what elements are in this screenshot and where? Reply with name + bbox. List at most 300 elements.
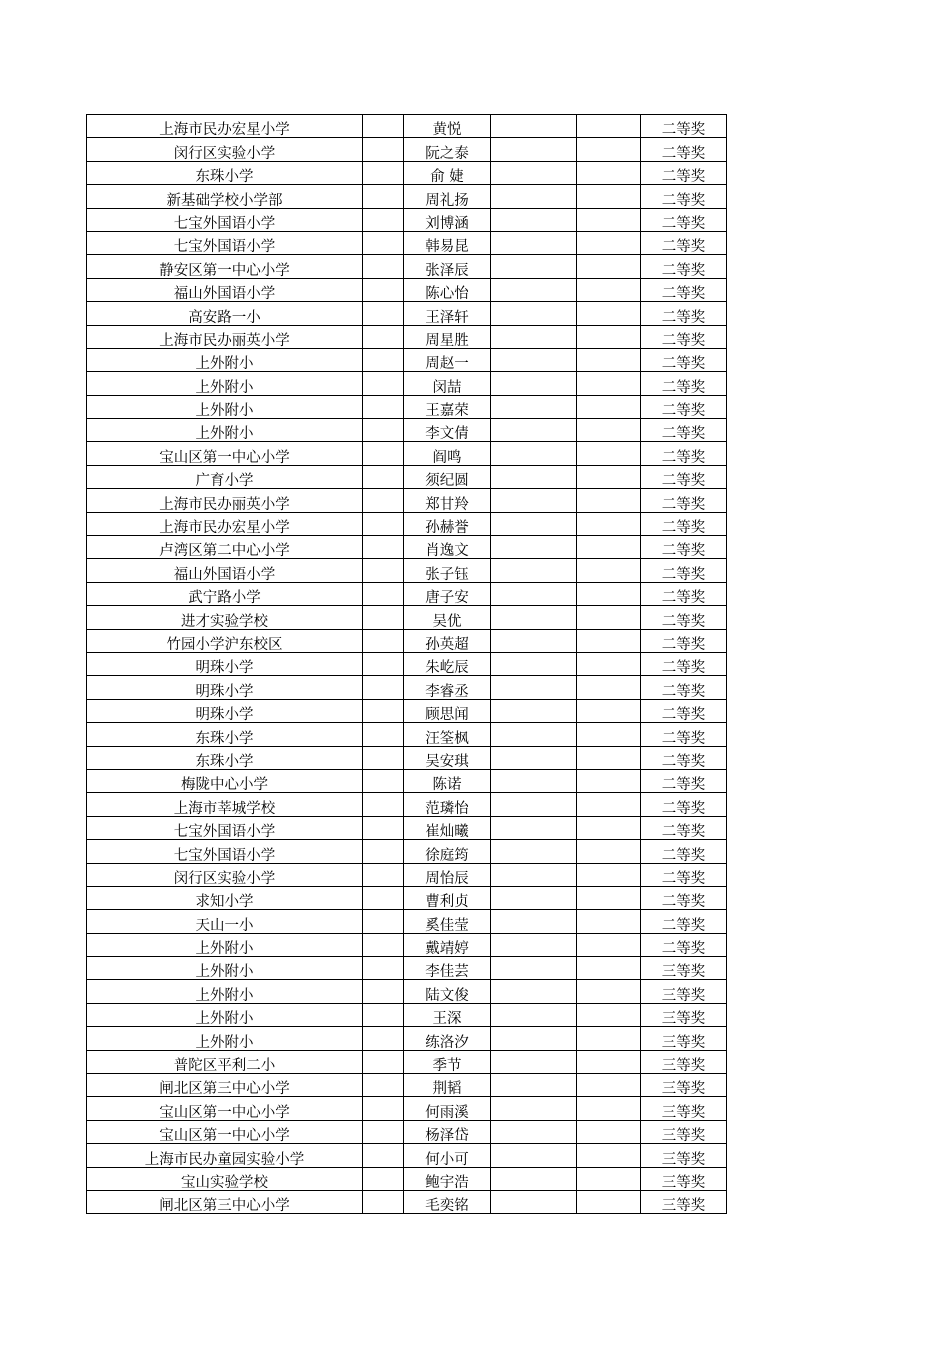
empty-cell	[491, 699, 577, 722]
student-name-cell: 汪筌枫	[404, 723, 491, 746]
empty-cell	[491, 793, 577, 816]
empty-cell	[577, 910, 641, 933]
empty-cell	[577, 138, 641, 161]
student-name-cell: 须纪圆	[404, 465, 491, 488]
award-level-cell: 三等奖	[641, 957, 727, 980]
student-name-cell: 周星胜	[404, 325, 491, 348]
empty-cell	[363, 115, 404, 138]
table-row	[87, 1190, 727, 1213]
student-name-cell: 吴安琪	[404, 746, 491, 769]
award-level-cell: 二等奖	[641, 746, 727, 769]
empty-cell	[577, 1097, 641, 1120]
award-level-cell: 二等奖	[641, 255, 727, 278]
empty-cell	[363, 325, 404, 348]
school-cell: 闸北区第三中心小学	[87, 1190, 363, 1213]
empty-cell	[491, 512, 577, 535]
empty-cell	[363, 957, 404, 980]
empty-cell	[577, 372, 641, 395]
award-level-cell: 二等奖	[641, 652, 727, 675]
award-level-cell: 三等奖	[641, 1097, 727, 1120]
table-row	[87, 746, 727, 769]
student-name-cell: 陈诺	[404, 769, 491, 792]
award-level-cell: 二等奖	[641, 231, 727, 254]
empty-cell	[577, 208, 641, 231]
school-cell: 上海市民办童园实验小学	[87, 1144, 363, 1167]
empty-cell	[363, 278, 404, 301]
empty-cell	[363, 886, 404, 909]
table-row	[87, 372, 727, 395]
school-cell: 上海市莘城学校	[87, 793, 363, 816]
school-cell: 上外附小	[87, 1027, 363, 1050]
empty-cell	[577, 489, 641, 512]
award-level-cell: 二等奖	[641, 138, 727, 161]
award-level-cell: 二等奖	[641, 816, 727, 839]
empty-cell	[577, 1120, 641, 1143]
school-cell: 七宝外国语小学	[87, 816, 363, 839]
empty-cell	[363, 419, 404, 442]
empty-cell	[577, 278, 641, 301]
school-cell: 上海市民办丽英小学	[87, 489, 363, 512]
school-cell: 宝山区第一中心小学	[87, 1097, 363, 1120]
empty-cell	[363, 1144, 404, 1167]
empty-cell	[491, 372, 577, 395]
school-cell: 新基础学校小学部	[87, 185, 363, 208]
student-name-cell: 周怡辰	[404, 863, 491, 886]
award-list-table	[86, 114, 727, 1214]
school-cell: 武宁路小学	[87, 582, 363, 605]
student-name-cell: 阎鸣	[404, 442, 491, 465]
school-cell: 进才实验学校	[87, 606, 363, 629]
school-cell: 东珠小学	[87, 723, 363, 746]
empty-cell	[577, 723, 641, 746]
empty-cell	[577, 769, 641, 792]
school-cell: 上海市民办宏星小学	[87, 115, 363, 138]
table-row	[87, 1050, 727, 1073]
table-row	[87, 489, 727, 512]
student-name-cell: 肖逸文	[404, 536, 491, 559]
empty-cell	[491, 723, 577, 746]
empty-cell	[363, 980, 404, 1003]
empty-cell	[491, 442, 577, 465]
empty-cell	[491, 1190, 577, 1213]
student-name-cell: 陆文俊	[404, 980, 491, 1003]
award-level-cell: 二等奖	[641, 325, 727, 348]
student-name-cell: 张子钰	[404, 559, 491, 582]
empty-cell	[577, 559, 641, 582]
school-cell: 东珠小学	[87, 746, 363, 769]
award-level-cell: 二等奖	[641, 699, 727, 722]
award-level-cell: 二等奖	[641, 348, 727, 371]
school-cell: 七宝外国语小学	[87, 840, 363, 863]
empty-cell	[577, 419, 641, 442]
empty-cell	[491, 115, 577, 138]
empty-cell	[363, 559, 404, 582]
award-level-cell: 三等奖	[641, 1027, 727, 1050]
student-name-cell: 黄悦	[404, 115, 491, 138]
school-cell: 闵行区实验小学	[87, 138, 363, 161]
award-level-cell: 二等奖	[641, 395, 727, 418]
award-level-cell: 二等奖	[641, 442, 727, 465]
empty-cell	[577, 793, 641, 816]
empty-cell	[363, 372, 404, 395]
empty-cell	[491, 465, 577, 488]
award-level-cell: 二等奖	[641, 582, 727, 605]
empty-cell	[577, 536, 641, 559]
empty-cell	[363, 1190, 404, 1213]
award-level-cell: 二等奖	[641, 419, 727, 442]
table-row	[87, 115, 727, 138]
table-row	[87, 536, 727, 559]
table-row	[87, 886, 727, 909]
empty-cell	[491, 325, 577, 348]
empty-cell	[363, 863, 404, 886]
empty-cell	[491, 185, 577, 208]
table-row	[87, 769, 727, 792]
empty-cell	[363, 606, 404, 629]
award-level-cell: 三等奖	[641, 1120, 727, 1143]
table-row	[87, 1003, 727, 1026]
table-row	[87, 863, 727, 886]
award-level-cell: 二等奖	[641, 465, 727, 488]
empty-cell	[577, 115, 641, 138]
student-name-cell: 李睿丞	[404, 676, 491, 699]
award-level-cell: 二等奖	[641, 536, 727, 559]
student-name-cell: 季节	[404, 1050, 491, 1073]
empty-cell	[577, 1074, 641, 1097]
empty-cell	[363, 1167, 404, 1190]
empty-cell	[491, 302, 577, 325]
student-name-cell: 鲍宇浩	[404, 1167, 491, 1190]
table-row	[87, 559, 727, 582]
empty-cell	[363, 1120, 404, 1143]
empty-cell	[491, 769, 577, 792]
empty-cell	[491, 1074, 577, 1097]
table-row	[87, 138, 727, 161]
table-row	[87, 185, 727, 208]
empty-cell	[491, 395, 577, 418]
student-name-cell: 戴靖婷	[404, 933, 491, 956]
school-cell: 高安路一小	[87, 302, 363, 325]
table-row	[87, 629, 727, 652]
school-cell: 七宝外国语小学	[87, 231, 363, 254]
empty-cell	[363, 723, 404, 746]
table-row	[87, 840, 727, 863]
student-name-cell: 闵喆	[404, 372, 491, 395]
empty-cell	[577, 1050, 641, 1073]
empty-cell	[363, 185, 404, 208]
school-cell: 宝山区第一中心小学	[87, 442, 363, 465]
school-cell: 卢湾区第二中心小学	[87, 536, 363, 559]
empty-cell	[491, 816, 577, 839]
table-row	[87, 1074, 727, 1097]
empty-cell	[577, 1144, 641, 1167]
empty-cell	[491, 980, 577, 1003]
award-level-cell: 二等奖	[641, 886, 727, 909]
student-name-cell: 周礼扬	[404, 185, 491, 208]
table-row	[87, 161, 727, 184]
empty-cell	[491, 1050, 577, 1073]
student-name-cell: 奚佳莹	[404, 910, 491, 933]
school-cell: 宝山区第一中心小学	[87, 1120, 363, 1143]
empty-cell	[363, 746, 404, 769]
empty-cell	[491, 933, 577, 956]
school-cell: 静安区第一中心小学	[87, 255, 363, 278]
empty-cell	[491, 231, 577, 254]
empty-cell	[577, 606, 641, 629]
empty-cell	[363, 652, 404, 675]
empty-cell	[577, 1190, 641, 1213]
table-row	[87, 1167, 727, 1190]
award-level-cell: 二等奖	[641, 489, 727, 512]
school-cell: 明珠小学	[87, 699, 363, 722]
table-row	[87, 231, 727, 254]
empty-cell	[577, 231, 641, 254]
student-name-cell: 王嘉荣	[404, 395, 491, 418]
empty-cell	[577, 255, 641, 278]
student-name-cell: 唐子安	[404, 582, 491, 605]
table-row	[87, 302, 727, 325]
empty-cell	[577, 980, 641, 1003]
student-name-cell: 毛奕铭	[404, 1190, 491, 1213]
award-level-cell: 二等奖	[641, 910, 727, 933]
empty-cell	[363, 699, 404, 722]
student-name-cell: 徐庭筠	[404, 840, 491, 863]
empty-cell	[491, 489, 577, 512]
empty-cell	[577, 395, 641, 418]
school-cell: 梅陇中心小学	[87, 769, 363, 792]
award-rows	[87, 115, 727, 1214]
school-cell: 上外附小	[87, 957, 363, 980]
award-level-cell: 二等奖	[641, 840, 727, 863]
empty-cell	[491, 255, 577, 278]
empty-cell	[491, 208, 577, 231]
student-name-cell: 孙英超	[404, 629, 491, 652]
award-level-cell: 二等奖	[641, 115, 727, 138]
award-level-cell: 二等奖	[641, 629, 727, 652]
empty-cell	[577, 629, 641, 652]
school-cell: 普陀区平利二小	[87, 1050, 363, 1073]
table-row	[87, 816, 727, 839]
empty-cell	[577, 302, 641, 325]
table-row	[87, 606, 727, 629]
table-row	[87, 793, 727, 816]
student-name-cell: 顾思闻	[404, 699, 491, 722]
empty-cell	[491, 863, 577, 886]
student-name-cell: 杨泽岱	[404, 1120, 491, 1143]
empty-cell	[363, 231, 404, 254]
school-cell: 竹园小学沪东校区	[87, 629, 363, 652]
school-cell: 东珠小学	[87, 161, 363, 184]
empty-cell	[577, 886, 641, 909]
student-name-cell: 练洛汐	[404, 1027, 491, 1050]
award-level-cell: 三等奖	[641, 1074, 727, 1097]
empty-cell	[491, 606, 577, 629]
empty-cell	[363, 395, 404, 418]
student-name-cell: 曹利贞	[404, 886, 491, 909]
empty-cell	[577, 699, 641, 722]
empty-cell	[363, 1074, 404, 1097]
empty-cell	[577, 863, 641, 886]
empty-cell	[577, 348, 641, 371]
empty-cell	[491, 419, 577, 442]
empty-cell	[577, 185, 641, 208]
table-row	[87, 1120, 727, 1143]
empty-cell	[491, 1144, 577, 1167]
school-cell: 求知小学	[87, 886, 363, 909]
student-name-cell: 范璘怡	[404, 793, 491, 816]
table-row	[87, 699, 727, 722]
empty-cell	[363, 161, 404, 184]
table-row	[87, 652, 727, 675]
table-row	[87, 465, 727, 488]
award-level-cell: 二等奖	[641, 863, 727, 886]
student-name-cell: 何小可	[404, 1144, 491, 1167]
school-cell: 上外附小	[87, 395, 363, 418]
school-cell: 闵行区实验小学	[87, 863, 363, 886]
award-level-cell: 二等奖	[641, 161, 727, 184]
empty-cell	[491, 1003, 577, 1026]
student-name-cell: 周赵一	[404, 348, 491, 371]
empty-cell	[363, 442, 404, 465]
table-row	[87, 676, 727, 699]
table-row	[87, 1027, 727, 1050]
empty-cell	[363, 1003, 404, 1026]
student-name-cell: 俞 婕	[404, 161, 491, 184]
empty-cell	[363, 1050, 404, 1073]
empty-cell	[363, 302, 404, 325]
empty-cell	[491, 652, 577, 675]
empty-cell	[363, 816, 404, 839]
empty-cell	[363, 1097, 404, 1120]
empty-cell	[577, 840, 641, 863]
school-cell: 福山外国语小学	[87, 278, 363, 301]
empty-cell	[363, 348, 404, 371]
school-cell: 明珠小学	[87, 652, 363, 675]
student-name-cell: 王深	[404, 1003, 491, 1026]
empty-cell	[577, 442, 641, 465]
award-level-cell: 二等奖	[641, 933, 727, 956]
empty-cell	[577, 676, 641, 699]
student-name-cell: 李文倩	[404, 419, 491, 442]
empty-cell	[491, 910, 577, 933]
empty-cell	[577, 1167, 641, 1190]
student-name-cell: 郑甘羚	[404, 489, 491, 512]
award-level-cell: 二等奖	[641, 372, 727, 395]
empty-cell	[363, 676, 404, 699]
table-row	[87, 395, 727, 418]
award-level-cell: 二等奖	[641, 793, 727, 816]
award-level-cell: 二等奖	[641, 208, 727, 231]
school-cell: 上海市民办宏星小学	[87, 512, 363, 535]
award-level-cell: 二等奖	[641, 723, 727, 746]
empty-cell	[577, 325, 641, 348]
empty-cell	[363, 489, 404, 512]
empty-cell	[363, 840, 404, 863]
school-cell: 上外附小	[87, 372, 363, 395]
empty-cell	[363, 793, 404, 816]
empty-cell	[577, 1027, 641, 1050]
award-level-cell: 三等奖	[641, 1003, 727, 1026]
student-name-cell: 崔灿曦	[404, 816, 491, 839]
empty-cell	[577, 161, 641, 184]
award-level-cell: 二等奖	[641, 559, 727, 582]
empty-cell	[363, 933, 404, 956]
empty-cell	[491, 1027, 577, 1050]
award-level-cell: 二等奖	[641, 512, 727, 535]
table-row	[87, 1097, 727, 1120]
table-row	[87, 910, 727, 933]
empty-cell	[363, 629, 404, 652]
student-name-cell: 朱屹辰	[404, 652, 491, 675]
student-name-cell: 阮之泰	[404, 138, 491, 161]
table-row	[87, 442, 727, 465]
student-name-cell: 李佳芸	[404, 957, 491, 980]
table-row	[87, 933, 727, 956]
student-name-cell: 吴优	[404, 606, 491, 629]
empty-cell	[491, 629, 577, 652]
empty-cell	[363, 512, 404, 535]
empty-cell	[491, 886, 577, 909]
table-row	[87, 1144, 727, 1167]
student-name-cell: 何雨溪	[404, 1097, 491, 1120]
table-row	[87, 582, 727, 605]
table-row	[87, 419, 727, 442]
empty-cell	[491, 1120, 577, 1143]
empty-cell	[491, 582, 577, 605]
table-row	[87, 325, 727, 348]
empty-cell	[363, 769, 404, 792]
school-cell: 上外附小	[87, 1003, 363, 1026]
table-row	[87, 957, 727, 980]
school-cell: 闸北区第三中心小学	[87, 1074, 363, 1097]
empty-cell	[577, 933, 641, 956]
student-name-cell: 王泽轩	[404, 302, 491, 325]
empty-cell	[363, 465, 404, 488]
school-cell: 上外附小	[87, 980, 363, 1003]
empty-cell	[491, 138, 577, 161]
school-cell: 福山外国语小学	[87, 559, 363, 582]
table-row	[87, 208, 727, 231]
table-row	[87, 723, 727, 746]
empty-cell	[363, 1027, 404, 1050]
award-level-cell: 三等奖	[641, 980, 727, 1003]
school-cell: 七宝外国语小学	[87, 208, 363, 231]
student-name-cell: 荆韬	[404, 1074, 491, 1097]
empty-cell	[363, 582, 404, 605]
student-name-cell: 陈心怡	[404, 278, 491, 301]
empty-cell	[491, 278, 577, 301]
empty-cell	[491, 536, 577, 559]
award-level-cell: 三等奖	[641, 1167, 727, 1190]
empty-cell	[491, 348, 577, 371]
empty-cell	[577, 816, 641, 839]
student-name-cell: 张泽辰	[404, 255, 491, 278]
award-level-cell: 三等奖	[641, 1190, 727, 1213]
empty-cell	[363, 208, 404, 231]
award-level-cell: 二等奖	[641, 769, 727, 792]
award-level-cell: 二等奖	[641, 278, 727, 301]
empty-cell	[577, 512, 641, 535]
award-level-cell: 二等奖	[641, 676, 727, 699]
student-name-cell: 韩易昆	[404, 231, 491, 254]
empty-cell	[491, 1167, 577, 1190]
school-cell: 明珠小学	[87, 676, 363, 699]
empty-cell	[363, 536, 404, 559]
empty-cell	[491, 746, 577, 769]
table-row	[87, 348, 727, 371]
empty-cell	[491, 957, 577, 980]
empty-cell	[491, 1097, 577, 1120]
